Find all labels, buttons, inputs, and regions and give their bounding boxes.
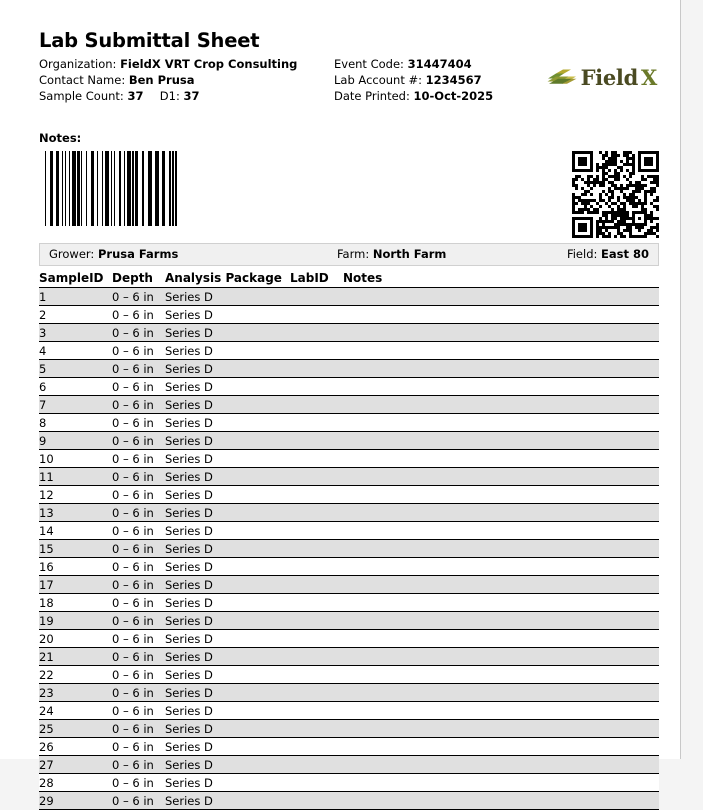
- cell-sampleid: 25: [39, 720, 112, 738]
- cell-labid: [290, 576, 343, 594]
- cell-notes: [343, 432, 659, 450]
- cell-sampleid: 14: [39, 522, 112, 540]
- meta-organization-label: Organization:: [39, 57, 117, 72]
- header-meta: [39, 57, 659, 129]
- cell-sampleid: 4: [39, 342, 112, 360]
- fieldx-terrain-icon: [547, 65, 577, 90]
- meta-lab-account-label: Lab Account #:: [334, 73, 423, 88]
- cell-depth: 0 – 6 in: [112, 450, 165, 468]
- cell-notes: [343, 738, 659, 756]
- cell-analysis-package: Series D: [165, 414, 290, 432]
- table-row[interactable]: [39, 576, 659, 594]
- code128-barcode: [45, 151, 178, 226]
- cell-labid: [290, 540, 343, 558]
- cell-notes: [343, 702, 659, 720]
- table-row[interactable]: [39, 540, 659, 558]
- meta-contact-name: [39, 73, 297, 89]
- cell-depth: 0 – 6 in: [112, 504, 165, 522]
- cell-depth: 0 – 6 in: [112, 774, 165, 792]
- cell-analysis-package: Series D: [165, 342, 290, 360]
- table-row[interactable]: [39, 738, 659, 756]
- cell-sampleid: 8: [39, 414, 112, 432]
- table-row[interactable]: [39, 684, 659, 702]
- cell-sampleid: 28: [39, 774, 112, 792]
- grower-label: Grower:: [49, 247, 95, 262]
- cell-analysis-package: Series D: [165, 774, 290, 792]
- cell-notes: [343, 486, 659, 504]
- table-row[interactable]: [39, 648, 659, 666]
- logo-word-field: Field: [580, 65, 638, 91]
- farm-field: [337, 244, 446, 265]
- cell-notes: [343, 648, 659, 666]
- cell-sampleid: 18: [39, 594, 112, 612]
- cell-notes: [343, 342, 659, 360]
- cell-sampleid: 16: [39, 558, 112, 576]
- cell-notes: [343, 774, 659, 792]
- cell-analysis-package: Series D: [165, 612, 290, 630]
- cell-sampleid: 27: [39, 756, 112, 774]
- cell-sampleid: 2: [39, 306, 112, 324]
- cell-labid: [290, 432, 343, 450]
- cell-analysis-package: Series D: [165, 738, 290, 756]
- cell-depth: 0 – 6 in: [112, 414, 165, 432]
- cell-depth: 0 – 6 in: [112, 432, 165, 450]
- cell-sampleid: 3: [39, 324, 112, 342]
- cell-notes: [343, 792, 659, 810]
- cell-notes: [343, 378, 659, 396]
- table-row[interactable]: [39, 414, 659, 432]
- cell-depth: 0 – 6 in: [112, 702, 165, 720]
- cell-sampleid: 12: [39, 486, 112, 504]
- cell-depth: 0 – 6 in: [112, 306, 165, 324]
- cell-labid: [290, 522, 343, 540]
- cell-analysis-package: Series D: [165, 756, 290, 774]
- cell-sampleid: 19: [39, 612, 112, 630]
- cell-labid: [290, 792, 343, 810]
- cell-analysis-package: Series D: [165, 522, 290, 540]
- col-header-notes: Notes: [343, 270, 659, 288]
- cell-analysis-package: Series D: [165, 558, 290, 576]
- field-label: Field:: [566, 247, 598, 262]
- cell-sampleid: 23: [39, 684, 112, 702]
- cell-labid: [290, 684, 343, 702]
- cell-analysis-package: Series D: [165, 306, 290, 324]
- cell-sampleid: 5: [39, 360, 112, 378]
- cell-notes: [343, 576, 659, 594]
- cell-depth: 0 – 6 in: [112, 648, 165, 666]
- farm-value: North Farm: [372, 247, 447, 262]
- table-row[interactable]: [39, 630, 659, 648]
- cell-analysis-package: Series D: [165, 684, 290, 702]
- cell-sampleid: 6: [39, 378, 112, 396]
- header-meta-right: [334, 57, 493, 104]
- meta-d1-label: D1:: [159, 88, 180, 103]
- cell-notes: [343, 414, 659, 432]
- cell-labid: [290, 342, 343, 360]
- cell-notes: [343, 396, 659, 414]
- cell-analysis-package: Series D: [165, 360, 290, 378]
- table-row[interactable]: [39, 450, 659, 468]
- cell-analysis-package: Series D: [165, 540, 290, 558]
- cell-analysis-package: Series D: [165, 576, 290, 594]
- meta-sample-count-label: Sample Count:: [39, 88, 124, 103]
- cell-depth: 0 – 6 in: [112, 522, 165, 540]
- cell-labid: [290, 648, 343, 666]
- cell-labid: [290, 756, 343, 774]
- cell-labid: [290, 396, 343, 414]
- meta-contact-name-label: Contact Name:: [39, 73, 126, 88]
- cell-depth: 0 – 6 in: [112, 540, 165, 558]
- cell-depth: 0 – 6 in: [112, 792, 165, 810]
- cell-notes: [343, 666, 659, 684]
- field-value: East 80: [601, 247, 649, 262]
- cell-labid: [290, 594, 343, 612]
- cell-depth: 0 – 6 in: [112, 594, 165, 612]
- logo-wordmark: [580, 65, 657, 91]
- cell-notes: [343, 306, 659, 324]
- page-title: Lab Submittal Sheet: [39, 29, 260, 52]
- meta-lab-account: [334, 73, 493, 89]
- cell-sampleid: 13: [39, 504, 112, 522]
- table-row[interactable]: [39, 774, 659, 792]
- cell-analysis-package: Series D: [165, 630, 290, 648]
- location-bar: [39, 243, 659, 266]
- cell-labid: [290, 666, 343, 684]
- cell-sampleid: 20: [39, 630, 112, 648]
- cell-labid: [290, 630, 343, 648]
- cell-depth: 0 – 6 in: [112, 630, 165, 648]
- cell-analysis-package: Series D: [165, 378, 290, 396]
- cell-depth: 0 – 6 in: [112, 612, 165, 630]
- meta-date-printed: [334, 89, 493, 105]
- col-header-labid: LabID: [290, 270, 343, 288]
- header-meta-left: [39, 57, 297, 104]
- table-row[interactable]: [39, 522, 659, 540]
- table-row[interactable]: [39, 612, 659, 630]
- cell-labid: [290, 738, 343, 756]
- meta-date-printed-label: Date Printed:: [334, 88, 410, 103]
- cell-depth: 0 – 6 in: [112, 756, 165, 774]
- table-row[interactable]: [39, 468, 659, 486]
- table-row[interactable]: [39, 306, 659, 324]
- cell-labid: [290, 774, 343, 792]
- cell-depth: 0 – 6 in: [112, 558, 165, 576]
- field-field: [567, 244, 649, 265]
- cell-analysis-package: Series D: [165, 432, 290, 450]
- meta-event-code-label: Event Code:: [334, 57, 404, 72]
- table-row[interactable]: [39, 558, 659, 576]
- cell-depth: 0 – 6 in: [112, 324, 165, 342]
- cell-labid: [290, 486, 343, 504]
- cell-analysis-package: Series D: [165, 288, 290, 306]
- cell-sampleid: 17: [39, 576, 112, 594]
- cell-labid: [290, 702, 343, 720]
- meta-date-printed-value: 10-Oct-2025: [413, 88, 494, 103]
- table-row[interactable]: [39, 288, 659, 306]
- cell-depth: 0 – 6 in: [112, 720, 165, 738]
- samples-table: [39, 270, 659, 810]
- cell-depth: 0 – 6 in: [112, 378, 165, 396]
- cell-notes: [343, 594, 659, 612]
- cell-sampleid: 7: [39, 396, 112, 414]
- cell-sampleid: 10: [39, 450, 112, 468]
- col-header-sampleid: SampleID: [39, 270, 112, 288]
- grower-value: Prusa Farms: [97, 247, 179, 262]
- logo-word-x: X: [641, 65, 657, 91]
- cell-labid: [290, 468, 343, 486]
- cell-notes: [343, 756, 659, 774]
- cell-depth: 0 – 6 in: [112, 396, 165, 414]
- cell-sampleid: 9: [39, 432, 112, 450]
- cell-notes: [343, 630, 659, 648]
- table-row[interactable]: [39, 720, 659, 738]
- cell-labid: [290, 378, 343, 396]
- table-row[interactable]: [39, 792, 659, 810]
- table-row[interactable]: [39, 324, 659, 342]
- col-header-depth: Depth: [112, 270, 165, 288]
- cell-analysis-package: Series D: [165, 594, 290, 612]
- cell-analysis-package: Series D: [165, 486, 290, 504]
- cell-notes: [343, 720, 659, 738]
- table-row[interactable]: [39, 702, 659, 720]
- cell-notes: [343, 360, 659, 378]
- cell-labid: [290, 324, 343, 342]
- cell-notes: [343, 558, 659, 576]
- cell-notes: [343, 522, 659, 540]
- meta-d1-value: 37: [183, 88, 200, 103]
- cell-notes: [343, 324, 659, 342]
- codes-row: [39, 151, 659, 243]
- table-row[interactable]: [39, 378, 659, 396]
- cell-sampleid: 29: [39, 792, 112, 810]
- table-row[interactable]: [39, 666, 659, 684]
- cell-sampleid: 11: [39, 468, 112, 486]
- cell-notes: [343, 612, 659, 630]
- cell-labid: [290, 558, 343, 576]
- cell-labid: [290, 720, 343, 738]
- grower-field: [49, 244, 178, 265]
- cell-analysis-package: Series D: [165, 396, 290, 414]
- table-row[interactable]: [39, 756, 659, 774]
- qr-code: [572, 151, 658, 237]
- cell-depth: 0 – 6 in: [112, 738, 165, 756]
- cell-analysis-package: Series D: [165, 702, 290, 720]
- cell-notes: [343, 504, 659, 522]
- col-header-analysis-package: Analysis Package: [165, 270, 290, 288]
- cell-depth: 0 – 6 in: [112, 342, 165, 360]
- meta-contact-name-value: Ben Prusa: [128, 73, 195, 88]
- cell-analysis-package: Series D: [165, 792, 290, 810]
- cell-depth: 0 – 6 in: [112, 576, 165, 594]
- meta-event-code: [334, 57, 493, 73]
- cell-analysis-package: Series D: [165, 504, 290, 522]
- cell-depth: 0 – 6 in: [112, 360, 165, 378]
- cell-notes: [343, 468, 659, 486]
- meta-organization-value: FieldX VRT Crop Consulting: [120, 57, 298, 72]
- table-row[interactable]: [39, 432, 659, 450]
- table-row[interactable]: [39, 360, 659, 378]
- cell-labid: [290, 504, 343, 522]
- table-row[interactable]: [39, 486, 659, 504]
- cell-labid: [290, 414, 343, 432]
- meta-event-code-value: 31447404: [407, 57, 472, 72]
- cell-sampleid: 22: [39, 666, 112, 684]
- cell-analysis-package: Series D: [165, 648, 290, 666]
- cell-analysis-package: Series D: [165, 450, 290, 468]
- cell-sampleid: 26: [39, 738, 112, 756]
- cell-notes: [343, 450, 659, 468]
- cell-analysis-package: Series D: [165, 324, 290, 342]
- table-row[interactable]: [39, 594, 659, 612]
- cell-analysis-package: Series D: [165, 666, 290, 684]
- notes-label: Notes:: [39, 131, 82, 146]
- meta-organization: [39, 57, 297, 73]
- table-header-row: [39, 270, 659, 288]
- cell-labid: [290, 360, 343, 378]
- meta-sample-count: [39, 89, 297, 105]
- cell-sampleid: 15: [39, 540, 112, 558]
- cell-sampleid: 21: [39, 648, 112, 666]
- cell-labid: [290, 450, 343, 468]
- cell-labid: [290, 612, 343, 630]
- cell-notes: [343, 684, 659, 702]
- cell-depth: 0 – 6 in: [112, 684, 165, 702]
- cell-depth: 0 – 6 in: [112, 288, 165, 306]
- cell-labid: [290, 306, 343, 324]
- table-row[interactable]: [39, 504, 659, 522]
- cell-sampleid: 1: [39, 288, 112, 306]
- cell-analysis-package: Series D: [165, 720, 290, 738]
- meta-lab-account-value: 1234567: [425, 73, 482, 88]
- table-row[interactable]: [39, 342, 659, 360]
- cell-labid: [290, 288, 343, 306]
- meta-sample-count-value: 37: [127, 88, 144, 103]
- cell-sampleid: 24: [39, 702, 112, 720]
- cell-analysis-package: Series D: [165, 468, 290, 486]
- cell-depth: 0 – 6 in: [112, 666, 165, 684]
- cell-depth: 0 – 6 in: [112, 486, 165, 504]
- table-row[interactable]: [39, 396, 659, 414]
- cell-depth: 0 – 6 in: [112, 468, 165, 486]
- farm-label: Farm:: [337, 247, 370, 262]
- cell-notes: [343, 288, 659, 306]
- fieldx-logo: [547, 65, 657, 90]
- cell-notes: [343, 540, 659, 558]
